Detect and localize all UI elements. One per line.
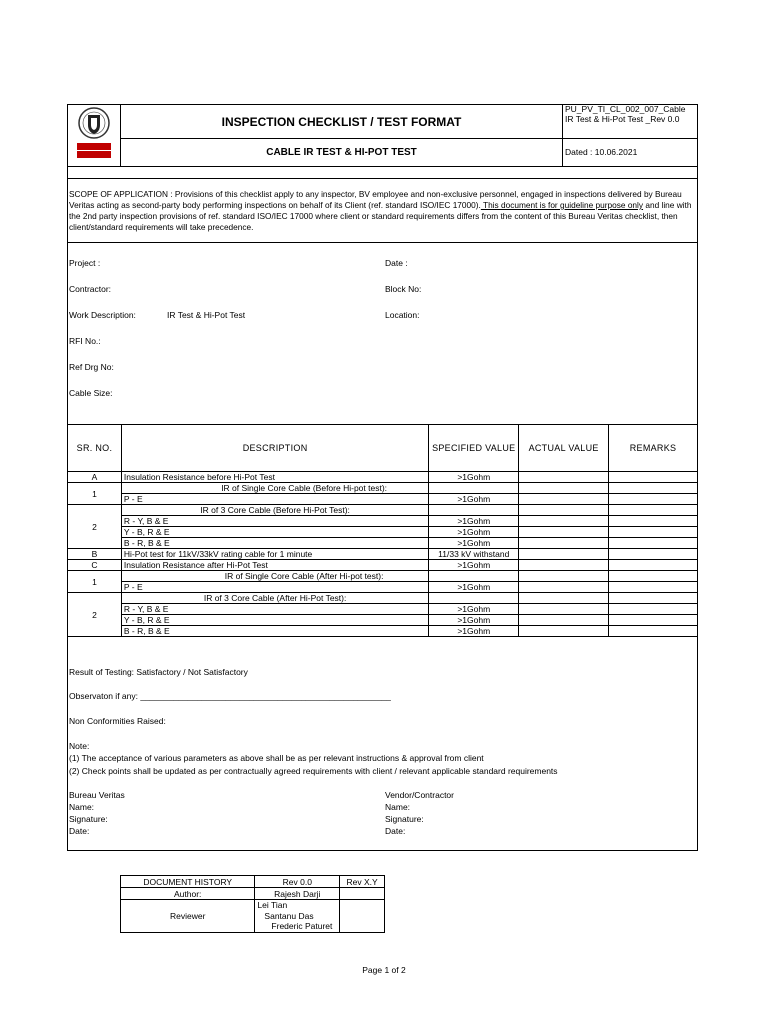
sr-cell: A xyxy=(68,472,122,483)
author-name: Rajesh Darji xyxy=(255,888,340,900)
bureau-veritas-signoff xyxy=(69,789,125,837)
actual-value-cell[interactable] xyxy=(519,494,609,505)
table-row xyxy=(68,549,698,560)
cable-size-field: Cable Size: xyxy=(69,388,113,398)
description-cell: IR of Single Core Cable (After Hi-pot test): xyxy=(121,571,428,582)
actual-value-cell[interactable] xyxy=(519,604,609,615)
description-cell: P - E xyxy=(121,494,428,505)
table-row xyxy=(68,593,698,604)
reviewer-name: Lei Tian xyxy=(257,900,288,910)
signoff-signature: Signature: xyxy=(385,814,424,824)
specified-cell: >1Gohm xyxy=(429,560,519,571)
table-row xyxy=(68,472,698,483)
sr-cell: 1 xyxy=(68,483,122,505)
description-cell: B - R, B & E xyxy=(121,626,428,637)
description-cell: Y - B, R & E xyxy=(121,615,428,626)
bureau-veritas-logo xyxy=(74,105,114,161)
work-description-label: Work Description: xyxy=(69,310,136,320)
rfi-no-field: RFI No.: xyxy=(69,336,101,346)
specified-cell: >1Gohm xyxy=(429,538,519,549)
non-conformities: Non Conformities Raised: xyxy=(69,716,166,726)
scope-underlined: This document is for guideline purpose only xyxy=(480,200,644,210)
date-field: Date : xyxy=(385,258,408,268)
specified-cell xyxy=(429,593,519,604)
specified-cell xyxy=(429,505,519,516)
col-header-actual-value: ACTUAL VALUE xyxy=(519,425,609,472)
remarks-cell[interactable] xyxy=(609,615,698,626)
empty-cell xyxy=(340,888,385,900)
table-row xyxy=(68,571,698,582)
specified-cell: >1Gohm xyxy=(429,494,519,505)
actual-value-cell[interactable] xyxy=(519,615,609,626)
sr-cell: 2 xyxy=(68,593,122,637)
divider xyxy=(67,178,698,179)
remarks-cell[interactable] xyxy=(609,538,698,549)
sr-cell: 1 xyxy=(68,571,122,593)
table-row xyxy=(68,538,698,549)
actual-value-cell[interactable] xyxy=(519,538,609,549)
header-table xyxy=(67,104,698,167)
result-of-testing: Result of Testing: Satisfactory / Not Satisfactory xyxy=(69,667,248,677)
specified-cell: >1Gohm xyxy=(429,516,519,527)
remarks-cell[interactable] xyxy=(609,549,698,560)
actual-value-cell[interactable] xyxy=(519,560,609,571)
specified-cell: >1Gohm xyxy=(429,527,519,538)
description-cell: Y - B, R & E xyxy=(121,527,428,538)
reviewer-name: Santanu Das xyxy=(264,910,314,921)
remarks-cell[interactable] xyxy=(609,582,698,593)
remarks-cell[interactable] xyxy=(609,505,698,516)
specified-cell: >1Gohm xyxy=(429,604,519,615)
history-title: DOCUMENT HISTORY xyxy=(121,876,255,888)
remarks-cell[interactable] xyxy=(609,494,698,505)
document-history-table xyxy=(120,875,385,933)
signoff-date: Date: xyxy=(69,826,90,836)
specified-cell: >1Gohm xyxy=(429,472,519,483)
scope-of-application xyxy=(69,189,696,233)
page-title: INSPECTION CHECKLIST / TEST FORMAT xyxy=(121,105,563,139)
signoff-name: Name: xyxy=(69,802,95,812)
specified-cell: 11/33 kV withstand xyxy=(429,549,519,560)
remarks-cell[interactable] xyxy=(609,604,698,615)
description-cell: Hi-Pot test for 11kV/33kV rating cable for 1 minute xyxy=(121,549,428,560)
reviewer-label: Reviewer xyxy=(121,900,255,933)
description-cell: IR of 3 Core Cable (Before Hi-Pot Test): xyxy=(121,505,428,516)
sr-cell: 2 xyxy=(68,505,122,549)
block-no-field: Block No: xyxy=(385,284,422,294)
col-header-description: DESCRIPTION xyxy=(121,425,428,472)
empty-cell xyxy=(340,900,385,933)
sr-cell: B xyxy=(68,549,122,560)
signoff-date: Date: xyxy=(385,826,406,836)
doc-date: Dated : 10.06.2021 xyxy=(563,139,698,167)
table-row xyxy=(68,615,698,626)
remarks-cell[interactable] xyxy=(609,516,698,527)
history-rev-2: Rev X.Y xyxy=(340,876,385,888)
description-cell: B - R, B & E xyxy=(121,538,428,549)
remarks-cell[interactable] xyxy=(609,560,698,571)
sr-cell: C xyxy=(68,560,122,571)
contractor-field: Contractor: xyxy=(69,284,112,294)
work-description-value: IR Test & Hi-Pot Test xyxy=(167,310,246,320)
specified-cell: >1Gohm xyxy=(429,582,519,593)
location-field: Location: xyxy=(385,310,420,320)
remarks-cell[interactable] xyxy=(609,593,698,604)
actual-value-cell[interactable] xyxy=(519,516,609,527)
remarks-cell[interactable] xyxy=(609,472,698,483)
ref-drg-no-field: Ref Drg No: xyxy=(69,362,114,372)
page-number: Page 1 of 2 xyxy=(362,965,406,975)
actual-value-cell[interactable] xyxy=(519,549,609,560)
specified-cell: >1Gohm xyxy=(429,626,519,637)
table-row xyxy=(68,505,698,516)
divider xyxy=(67,242,698,243)
signoff-name: Name: xyxy=(385,802,411,812)
col-header-remarks: REMARKS xyxy=(609,425,698,472)
description-cell: R - Y, B & E xyxy=(121,516,428,527)
table-row xyxy=(68,582,698,593)
table-row xyxy=(68,527,698,538)
actual-value-cell[interactable] xyxy=(519,571,609,582)
description-cell: IR of Single Core Cable (Before Hi-pot test): xyxy=(121,483,428,494)
description-cell: R - Y, B & E xyxy=(121,604,428,615)
doc-reference: PU_PV_TI_CL_002_007_Cable IR Test & Hi-Pot Test _Rev 0.0 xyxy=(563,105,698,139)
specified-cell xyxy=(429,483,519,494)
description-cell: Insulation Resistance before Hi-Pot Test xyxy=(121,472,428,483)
table-row xyxy=(68,494,698,505)
remarks-cell[interactable] xyxy=(609,483,698,494)
remarks-cell[interactable] xyxy=(609,527,698,538)
specified-cell xyxy=(429,571,519,582)
note-2: (2) Check points shall be updated as per contractually agreed requirements with client / relevant applicable standard requirements xyxy=(69,766,558,776)
remarks-cell[interactable] xyxy=(609,626,698,637)
reviewer-name: Frederic Paturet xyxy=(271,921,333,931)
description-cell: IR of 3 Core Cable (After Hi-Pot Test): xyxy=(121,593,428,604)
actual-value-cell[interactable] xyxy=(519,626,609,637)
signoff-org: Vendor/Contractor xyxy=(385,790,454,800)
table-row xyxy=(68,560,698,571)
signoff-org: Bureau Veritas xyxy=(69,790,125,800)
vendor-signoff xyxy=(385,789,454,837)
project-field: Project : xyxy=(69,258,101,268)
note-label: Note: xyxy=(69,741,90,751)
table-row xyxy=(68,604,698,615)
table-row xyxy=(68,626,698,637)
actual-value-cell[interactable] xyxy=(519,505,609,516)
table-row xyxy=(68,516,698,527)
history-rev-1: Rev 0.0 xyxy=(255,876,340,888)
actual-value-cell[interactable] xyxy=(519,593,609,604)
scope-text-2: and line with the 2nd party inspection provisions of ref. standard ISO/IEC 17000 where client or standard requirements differs from the content of this Bureau Veritas checklist, then client/standard requirements will take precedence. xyxy=(69,200,692,232)
author-label: Author: xyxy=(121,888,255,900)
checklist-table xyxy=(67,424,698,637)
scope-text-1: Provisions of this checklist apply to any inspector, BV employee and non-exclusive personnel, engaged in inspections delivered by Bureau Veritas acting as second-party body performing inspections on behalf of its Client (ref. standard ISO/IEC 17000). xyxy=(69,189,682,210)
logo-cell xyxy=(68,105,121,167)
description-cell: P - E xyxy=(121,582,428,593)
actual-value-cell[interactable] xyxy=(519,527,609,538)
reviewer-names xyxy=(255,900,340,933)
actual-value-cell[interactable] xyxy=(519,582,609,593)
signoff-signature: Signature: xyxy=(69,814,108,824)
observation-line: Observaton if any: _____________________________________________________ xyxy=(69,691,391,701)
col-header-specified-value: SPECIFIED VALUE xyxy=(429,425,519,472)
page-subtitle: CABLE IR TEST & HI-POT TEST xyxy=(121,139,563,167)
table-row xyxy=(68,483,698,494)
scope-label: SCOPE OF APPLICATION : xyxy=(69,189,173,199)
description-cell: Insulation Resistance after Hi-Pot Test xyxy=(121,560,428,571)
remarks-cell[interactable] xyxy=(609,571,698,582)
col-header-sr-no: SR. NO. xyxy=(68,425,122,472)
specified-cell: >1Gohm xyxy=(429,615,519,626)
actual-value-cell[interactable] xyxy=(519,472,609,483)
actual-value-cell[interactable] xyxy=(519,483,609,494)
note-1: (1) The acceptance of various parameters as above shall be as per relevant instructions & approval from client xyxy=(69,753,484,763)
